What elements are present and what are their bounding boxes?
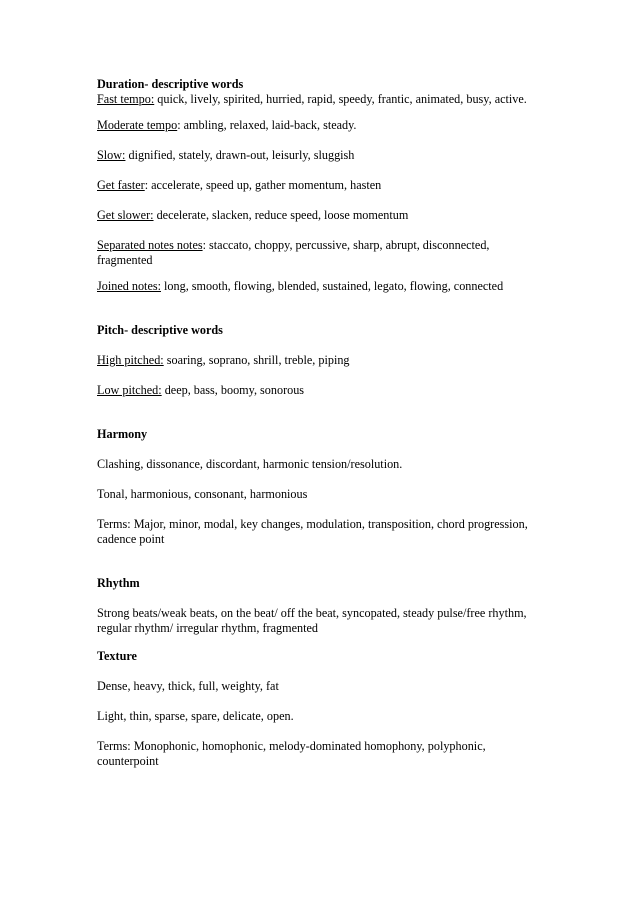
get-slower-term: Get slower: — [97, 208, 154, 222]
joined-notes-paragraph — [97, 279, 547, 294]
slow-text: dignified, stately, drawn-out, leisurly, sluggish — [125, 148, 355, 162]
moderate-tempo-text: : ambling, relaxed, laid-back, steady. — [177, 118, 357, 132]
get-faster-term: Get faster — [97, 178, 145, 192]
get-faster-paragraph — [97, 178, 547, 193]
harmony-paragraph-1: Clashing, dissonance, discordant, harmonic tension/resolution. — [97, 457, 403, 471]
low-pitched-paragraph — [97, 383, 547, 398]
texture-terms-paragraph: Terms: Monophonic, homophonic, melody-dominated homophony, polyphonic, counterpoint — [97, 739, 486, 768]
harmony-paragraph-2: Tonal, harmonious, consonant, harmonious — [97, 487, 308, 501]
joined-notes-text: long, smooth, flowing, blended, sustained, legato, flowing, connected — [160, 279, 504, 293]
get-faster-text: : accelerate, speed up, gather momentum, hasten — [144, 178, 382, 192]
get-slower-paragraph — [97, 208, 547, 223]
texture-paragraph-1: Dense, heavy, thick, full, weighty, fat — [97, 679, 279, 693]
duration-heading: Duration- descriptive words — [97, 77, 244, 91]
rhythm-paragraph: Strong beats/weak beats, on the beat/ off the beat, syncopated, steady pulse/free rhythm, regular rhythm/ irregular rhythm, fragmented — [97, 606, 527, 635]
high-pitched-text: soaring, soprano, shrill, treble, piping — [163, 353, 350, 367]
separated-notes-term: Separated notes notes — [97, 238, 203, 252]
texture-heading: Texture — [97, 649, 137, 663]
texture-paragraph-2: Light, thin, sparse, spare, delicate, open. — [97, 709, 294, 723]
low-pitched-term: Low pitched: — [97, 383, 162, 397]
harmony-terms-paragraph: Terms: Major, minor, modal, key changes, modulation, transposition, chord progression, cadence point — [97, 517, 528, 546]
moderate-tempo-term: Moderate tempo — [97, 118, 178, 132]
slow-paragraph — [97, 148, 547, 163]
separated-notes-paragraph — [97, 238, 547, 268]
high-pitched-paragraph — [97, 353, 547, 368]
low-pitched-text: deep, bass, boomy, sonorous — [161, 383, 305, 397]
fast-tempo-term: Fast tempo: — [97, 92, 155, 106]
moderate-tempo-paragraph — [97, 118, 547, 133]
joined-notes-term: Joined notes: — [97, 279, 161, 293]
get-slower-text: decelerate, slacken, reduce speed, loose momentum — [153, 208, 409, 222]
high-pitched-term: High pitched: — [97, 353, 164, 367]
document-page — [97, 77, 547, 769]
pitch-heading: Pitch- descriptive words — [97, 323, 223, 337]
separated-notes-text: : staccato, choppy, percussive, sharp, abrupt, disconnected, fragmented — [97, 238, 490, 267]
fast-tempo-text: quick, lively, spirited, hurried, rapid, speedy, frantic, animated, busy, active. — [154, 92, 527, 106]
harmony-heading: Harmony — [97, 427, 148, 441]
slow-term: Slow: — [97, 148, 126, 162]
rhythm-heading: Rhythm — [97, 576, 140, 590]
fast-tempo-paragraph — [97, 92, 547, 107]
